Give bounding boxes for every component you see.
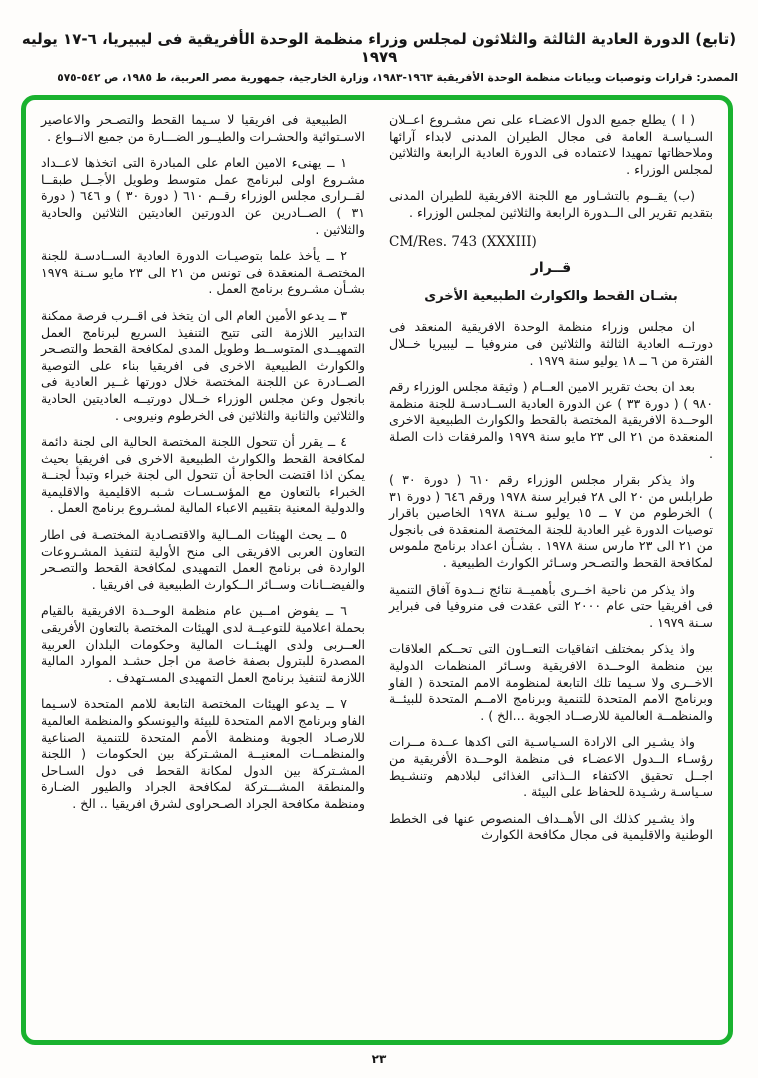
paragraph-item-b: (ب) يقــوم بالتشـاور مع اللجنة الافريقية للطيران المدنى بتقديم تقرير الى الــدورة الرابعة والثلاثين لمجلس الوزراء .: [389, 188, 713, 220]
paragraph-preamble-3: واذ يذكر بقرار مجلس الوزراء رقم ٦١٠ ( دورة ٣٠ ) طرابلس من ٢٠ الى ٢٨ فبراير سنة ١٩٧٨ ورقم ٦٤٦ ( دورة ٣١ ) الخرطوم من ٧ ــ ١٥ يوليو سـنة ١٩٧٨ الخاصين باقرار توصيات الدورة غير العادية للجنة المختصة المنعقدة فى بانجول من ٢١ الى ٢٣ مارس سنة ١٩٧٨ . بشـأن اعداد برنامج ملموس لمكافحة القحط والتصـحر وسـائر الكوارث الطبيعية .: [389, 472, 714, 571]
paragraph-preamble-1: ان مجلس وزراء منظمة الوحدة الافريقية المنعقد فى دورتــه العادية الثالثة والثلاثين فى منروفيا ــ ليبيريا خــلال الفترة من ٦ ــ ١٨ يوليو سنة ١٩٧٩ .: [389, 319, 713, 368]
content-border-box: [21, 95, 733, 1045]
page-number: ٢٣: [371, 1052, 387, 1066]
paragraph-operative-5: ٥ ــ يحث الهيئات المــالية والاقتصـادية المختصـة فى اطار التعاون العربى الافريقى الى منح الأولية لتنفيذ المشـروعات الواردة فى برنامج العمل التمهيدى لمكافحة القحط والتصـحر والفيضــانات وســائر الــكوارث الطبيعية فى افريقيا .: [41, 527, 365, 592]
paragraph-continuation: الطبيعية فى افريقيا لا سـيما القحط والتصـحر والاعاصير الاسـتوائية والحشـرات والطيــور الضـــارة من جميع الانــواع .: [41, 112, 365, 144]
paragraph-item-a: ( ا ) يطلع جميع الدول الاعضـاء على نص مشـروع اعــلان السـياسـة العامة فى مجال الطيران المدنى لابداء آرائها وملاحظاتها تمهيدا لاعتماده فى الدورة العادية الرابعة والثلاثين لمجلس الوزراء .: [389, 112, 713, 177]
paragraph-preamble-4: واذ يذكر من ناحية اخــرى بأهميــة نتائج نــدوة آفاق التنمية فى افريقيا حتى عام ٢٠٠٠ التى عقدت فى منروفيا فى فبراير سـنة ١٩٧٩ .: [389, 581, 713, 630]
paragraph-preamble-5: واذ يذكر بمختلف اتفاقيات التعــاون التى تحــكم العلاقات بين منظمة الوحــدة الافريقية وسـائر المنظمات الدولية الاخــرى ولا سـيما تلك التابعة لمنظومة الامم المتحدة ( الفاو وبرنامج الامم المتحدة للتنمية وبرنامج الامــم المتحدة للبيئــة والمنظمــة العالمية للارصــاد الجوية ...الخ ) .: [389, 641, 713, 723]
paragraph-operative-6: ٦ ــ يفوض امــين عام منظمة الوحــدة الافريقية بالقيام بحملة اعلامية للتوعيــة لدى الهيئات المختصة بالتعاون الأفريقى العــربى ولدى الهيئــات المالية وحكومات البلدان العربية المصدرة للبترول بصفة خاصة من اجل حشـد الموارد المالية اللازمة لتنفيذ برنامج العمل التمهيدى المسـتهدف .: [41, 603, 365, 685]
paragraph-operative-3: ٣ ــ يدعو الأمين العام الى ان يتخذ فى اقــرب فرصة ممكنة التدابير اللازمة التى تتيح التنفيذ السريع لبرنامج العمل التمهيــدى المتوســط وطويل المدى لمكافحة القحط والتصـحر والكوارث الطبيعية الاخرى فى افريقيا بناء على التوصية الصــادرة عن اللجنة المختصة خلال دورتها غــير العادية فى بانجول وعن مجلس الوزراء خــلال دورتيــه العاديتين الحادية والثلاثين والثانية والثلاثين فى الخرطوم ونيروبى .: [41, 307, 365, 423]
document-title: (تابع) الدورة العادية الثالثة والثلاثون لمجلس وزراء منظمة الوحدة الأفريقية فى ليبيريا، ٦-١٧ يوليه ١٩٧٩: [21, 30, 737, 66]
paragraph-preamble-7: واذ يشـير كذلك الى الأهــداف المنصوص عنها فى الخطط الوطنية والاقليمية فى مجال مكافحة الكوارث: [389, 810, 713, 843]
resolution-subtitle: بشـان القحط والكوارث الطبيعية الأخرى: [424, 288, 678, 304]
paragraph-preamble-6: واذ يشـير الى الارادة السـياسـية التى اكدها عــدة مــرات رؤسـاء الــدول الاعضـاء فى منظمة الوحــدة الأفريقية من اجــل تحقيق الاكتفاء الــذاتى الغذائى لبلادهم وتنشـيط سـياسـة رشـيدة للحفاظ على البيئة .: [389, 734, 713, 800]
document-header: [0, 0, 758, 84]
paragraph-preamble-2: بعد ان بحث تقرير الامين العــام ( وثيقة مجلس الوزراء رقم ٩٨٠ ) ( دورة ٣٣ ) عن الدورة العادية الســادسـة للجنة منظمة الوحــدة الافريقية المختصة بالقحط والكوارث الطبيعية الاخرى المنعقدة من ٢١ الى ٢٣ مايو سنة ١٩٧٩ والمرفقات ذات الصلة .: [389, 379, 713, 461]
right-column: [389, 112, 713, 1028]
paragraph-operative-1: ١ ــ يهنىء الامين العام على المبادرة التى اتخذها لاعــداد مشـروع اولى لبرنامج عمل متوسط وطويل الأجــل طبقــا لقــرارى مجلس الوزراء رقــم ٦١٠ ( دورة ٣٠ ) و ٦٤٦ ( دورة ٣١ ) الصــادرين عن الدورتين العاديتين الثلاثين والحادية والثلاثين .: [41, 155, 365, 237]
paragraph-operative-2: ٢ ــ يأخذ علما بتوصيـات الدورة العادية الســادسـة للجنة المختصـة المنعقدة فى تونس من ٢١ الى ٢٣ مايو سـنة ١٩٧٩ بشـأن مشـروع برنامج العمل .: [41, 248, 365, 297]
two-column-layout: [41, 112, 713, 1028]
paragraph-operative-7: ٧ ــ يدعو الهيئات المختصة التابعة للامم المتحدة لاسـيما الفاو وبرنامج الامم المتحدة للبيئة واليونسكو والمنظمة العالمية للارصـاد الجوية ومنظمة الأمم المتحدة للتنمية الصناعية والمنظمــات المعنيــة المشـتركة بين الحكومات ( اللجنة المشـتركة بين الدول لمكانة القحط فى دول السـاحل والمنطقة المشـــتركة لمكافحة الجراد والطيور الضـارة ومنظمة مكافحة الجراد الصـحراوى لشرق افريقيا .. الخ .: [41, 696, 365, 811]
resolution-title: قــرار: [530, 260, 572, 277]
resolution-ref: CM/Res. 743 (XXXIII): [389, 233, 537, 250]
paragraph-operative-4: ٤ ــ يقرر أن تتحول اللجنة المختصة الحالية الى لجنة دائمة لمكافحة القحط والكوارث الطبيعية الاخرى فى افريقيا بحيث يمكن اذا اقتضت الحاجة أن تتحول الى لجنة خبراء وتبدأ لجنــة الخبراء بالتعاون مع المؤسـسـات شـبه الاقليمية والاقليمية والدولية المعنية بتقييم الاعباء المالية لمشـروع برنامج العمل .: [41, 434, 365, 516]
source-line: المصدر: قرارات وتوصيات وبيانات منظمة الوحدة الأفريقية ١٩٦٣-١٩٨٣، وزارة الخارجية، جمهورية مصر العربية، ط ١٩٨٥، ص ٥٤٢-٥٧٥: [57, 72, 738, 84]
left-column: [41, 112, 365, 1028]
